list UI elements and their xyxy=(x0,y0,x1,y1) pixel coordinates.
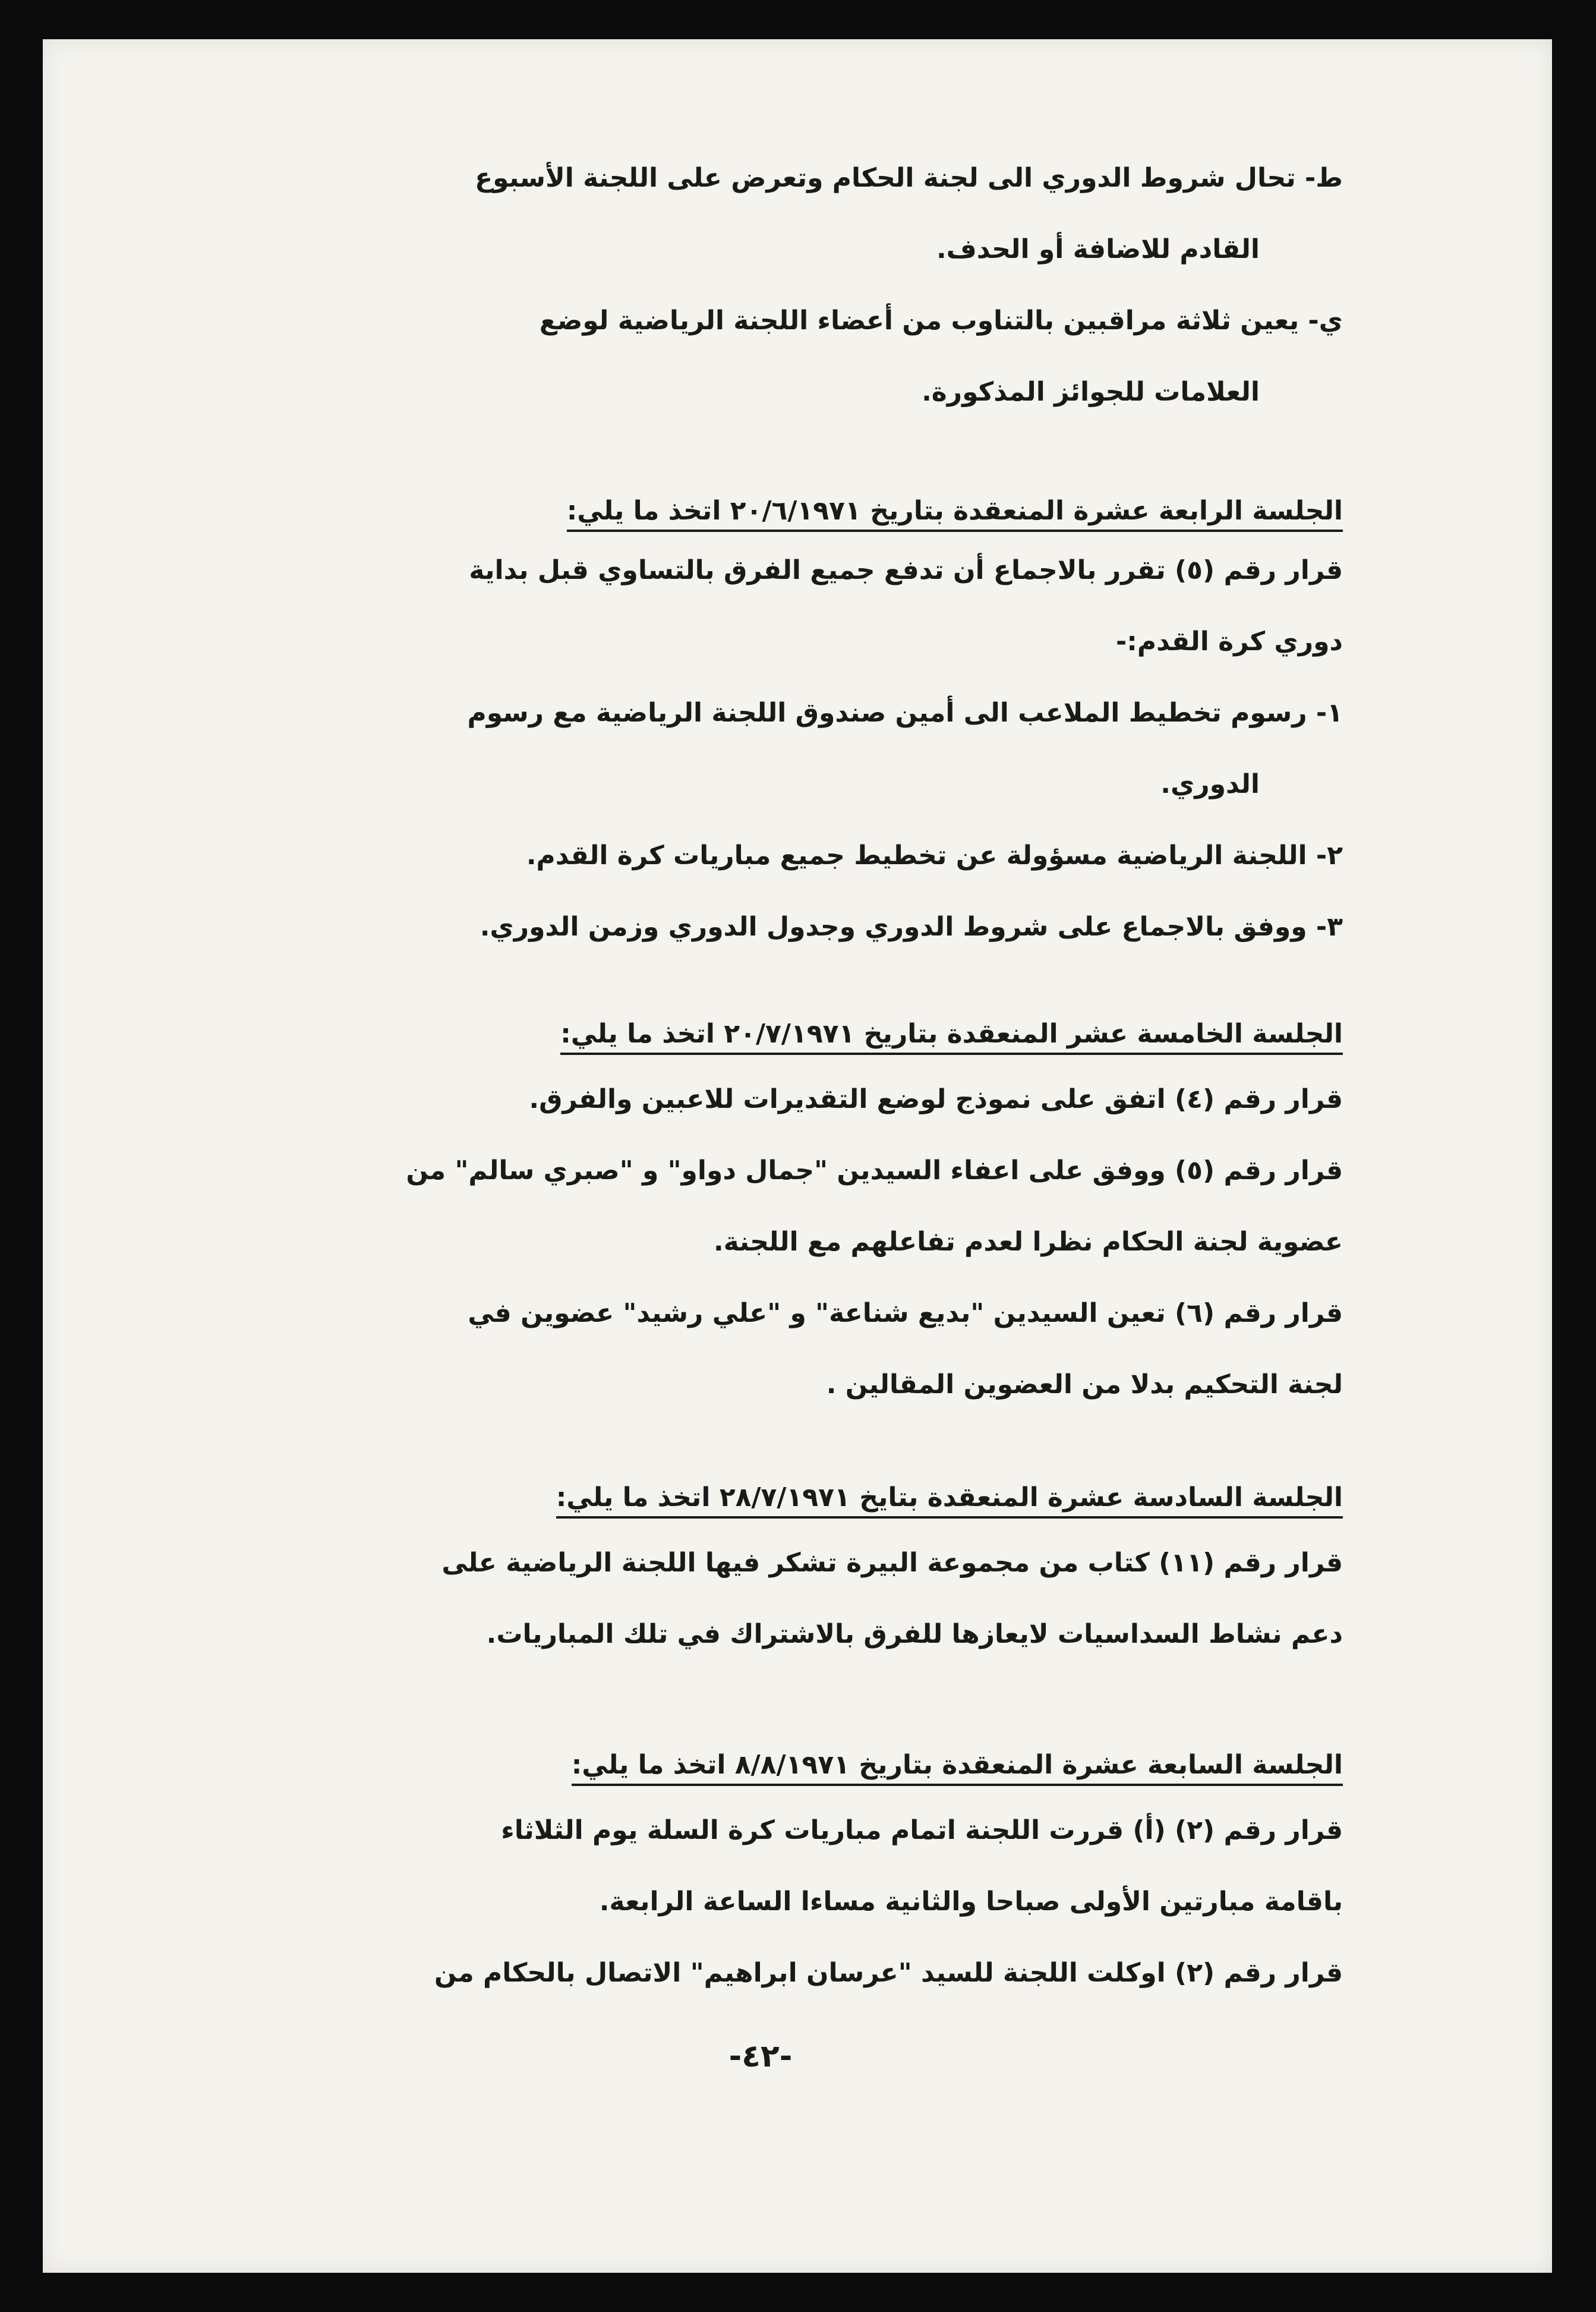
session14-body xyxy=(178,535,1343,963)
session14-heading: الجلسة الرابعة عشرة المنعقدة بتاريخ ٢٠/٦/١٩٧١ اتخذ ما يلي: xyxy=(333,487,1343,535)
session16-line1: قرار رقم (١١) كتاب من مجموعة البيرة تشكر فيها اللجنة الرياضية على xyxy=(441,1548,1343,1578)
item-ta-line1: ط- تحال شروط الدوري الى لجنة الحكام وتعرض على اللجنة الأسبوع xyxy=(475,163,1343,193)
session17-heading: الجلسة السابعة عشرة المنعقدة بتاريخ ٨/٨/١٩٧١ اتخذ ما يلي: xyxy=(333,1741,1343,1789)
session14-line1: قرار رقم (٥) تقرر بالاجماع أن تدفع جميع الفرق بالتساوي قبل بداية xyxy=(469,555,1343,585)
session16-line2: دعم نشاط السداسيات لايعازها للفرق بالاشتراك في تلك المباريات. xyxy=(486,1619,1343,1649)
session17-line1: قرار رقم (٢) (أ) قررت اللجنة اتمام مباريات كرة السلة يوم الثلاثاء xyxy=(501,1815,1343,1845)
session14-line3: ١- رسوم تخطيط الملاعب الى أمين صندوق اللجنة الرياضية مع رسوم xyxy=(467,698,1343,728)
session16-body xyxy=(178,1527,1343,1670)
session15-line5: لجنة التحكيم بدلا من العضوين المقالين . xyxy=(826,1369,1343,1400)
items-top-block xyxy=(178,143,1343,428)
session15-line4: قرار رقم (٦) تعين السيدين "بديع شناعة" و "علي رشيد" عضوين في xyxy=(468,1298,1343,1328)
session15-line3: عضوية لجنة الحكام نظرا لعدم تفاعلهم مع اللجنة. xyxy=(713,1227,1343,1257)
session14-line4: الدوري. xyxy=(1160,769,1260,799)
item-ya-line2: العلامات للجوائز المذكورة. xyxy=(922,377,1260,407)
session16-heading: الجلسة السادسة عشرة المنعقدة بتايخ ٢٨/٧/١٩٧١ اتخذ ما يلي: xyxy=(333,1474,1343,1522)
session15-line2: قرار رقم (٥) ووفق على اعفاء السيدين "جمال دواو" و "صبري سالم" من xyxy=(406,1155,1343,1186)
item-ya-line1: ي- يعين ثلاثة مراقبين بالتناوب من أعضاء اللجنة الرياضية لوضع xyxy=(539,305,1343,336)
item-ta-line2: القادم للاضافة أو الحدف. xyxy=(936,234,1260,264)
session15-body xyxy=(178,1064,1343,1420)
session15-heading: الجلسة الخامسة عشر المنعقدة بتاريخ ٢٠/٧/١٩٧١ اتخذ ما يلي: xyxy=(333,1010,1343,1058)
session15-line1: قرار رقم (٤) اتفق على نموذج لوضع التقديرات للاعبين والفرق. xyxy=(529,1084,1343,1114)
session17-line2: باقامة مبارتين الأولى صباحا والثانية مساءا الساعة الرابعة. xyxy=(599,1886,1343,1917)
session17-line3: قرار رقم (٢) اوكلت اللجنة للسيد "عرسان ابراهيم" الاتصال بالحكام من xyxy=(434,1958,1343,1988)
page-number: -٤٢- xyxy=(728,2039,793,2074)
session14-line5: ٢- اللجنة الرياضية مسؤولة عن تخطيط جميع مباريات كرة القدم. xyxy=(526,840,1343,871)
session17-body xyxy=(178,1795,1343,2009)
session14-line2: دوري كرة القدم:- xyxy=(1116,626,1343,657)
session14-line6: ٣- ووفق بالاجماع على شروط الدوري وجدول الدوري وزمن الدوري. xyxy=(480,912,1343,942)
